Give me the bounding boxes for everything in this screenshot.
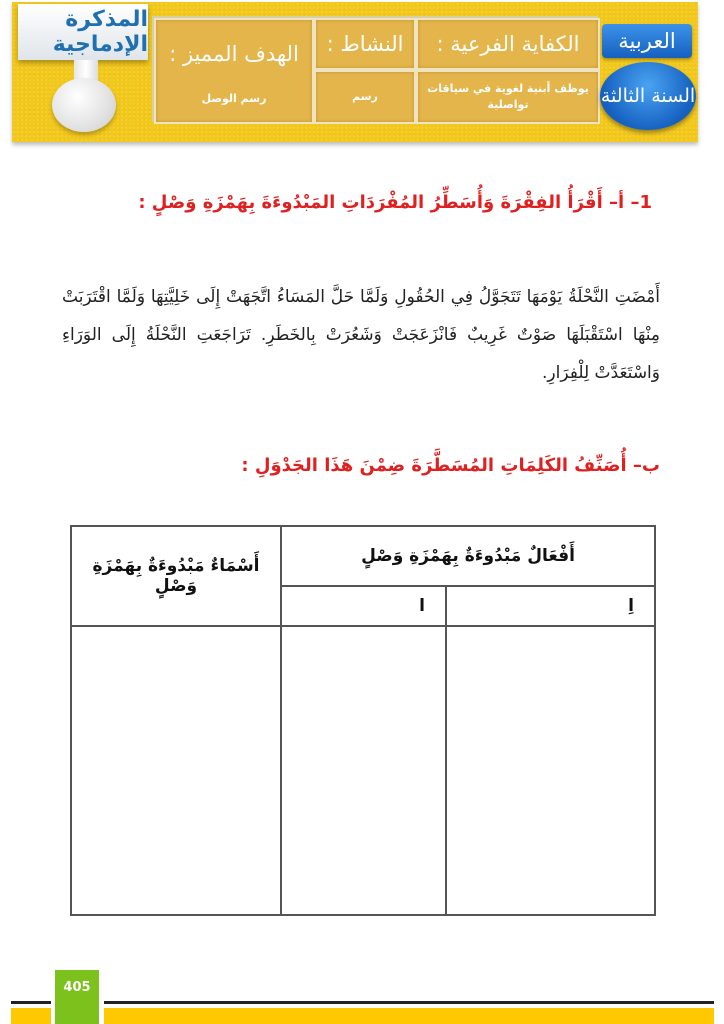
goal-cell [154,18,314,124]
reading-paragraph: أَمْضَتِ النَّحْلَةُ يَوْمَهَا تَتَجَوَّلُ فِي الحُقُولِ وَلَمَّا حَلَّ المَسَاءُ اتَّجَهَتْ إِلَى خَلِيَّتِهَا وَلَمَّا اقْتَرَبَتْ مِنْهَا اسْتَقْبَلَهَا صَوْتٌ غَرِيبٌ فَانْزَعَجَتْ وَشَعُرَتْ بِالخَطَرِ. تَرَاجَعَتِ النَّحْلَةُ إِلَى الوَرَاءِ وَاسْتَعَدَّتْ لِلْفِرَارِ. [62,287,660,383]
question-a: 1– أ– أَقْرَأُ الفِقْرَةَ وَأُسَطِّرُ المُفْرَدَاتِ المَبْدُوءَةَ بِهَمْزَةِ وَصْلٍ : [138,192,652,213]
subheader-alif: ا [281,586,446,626]
goal-value: رسم الوصل [201,91,267,105]
footer-bar-left [11,1008,51,1024]
activity-value: رسم [314,70,416,124]
goal-label: الهدف المميز : [169,41,299,66]
page-number: 405 [55,970,99,1024]
verbs-kasra-answer-cell[interactable] [446,626,655,915]
footer-rule-right [104,1001,714,1004]
nouns-header: أَسْمَاءٌ مَبْدُوءَةٌ بِهَمْزَةِ وَصْلٍ [71,526,281,626]
verbs-header: أَفْعَالٌ مَبْدُوءَةٌ بِهَمْزَةِ وَصْلٍ [281,526,655,586]
verbs-alif-answer-cell[interactable] [281,626,446,915]
nouns-answer-cell[interactable] [71,626,281,915]
question-b: ب– أُصَنِّفُ الكَلِمَاتِ المُسَطَّرَةَ ضِمْنَ هَذَا الجَدْوَلِ : [241,455,660,476]
competency-value: يوظف أبنية لغوية في سياقات تواصلية [416,70,600,124]
classification-table [70,525,656,916]
footer-bar-right [104,1008,714,1024]
integration-note-badge: المذكرة الإدماجية [18,4,148,60]
lesson-header [12,2,698,142]
competency-label: الكفاية الفرعية : [416,18,600,70]
subject-label: العربية [602,24,692,58]
footer-rule-left [11,1001,51,1004]
badge-ball [52,78,116,132]
activity-label: النشاط : [314,18,416,70]
lesson-info-grid [152,16,598,122]
subheader-kasra: اِ [446,586,655,626]
year-label: السنة الثالثة [600,62,696,130]
